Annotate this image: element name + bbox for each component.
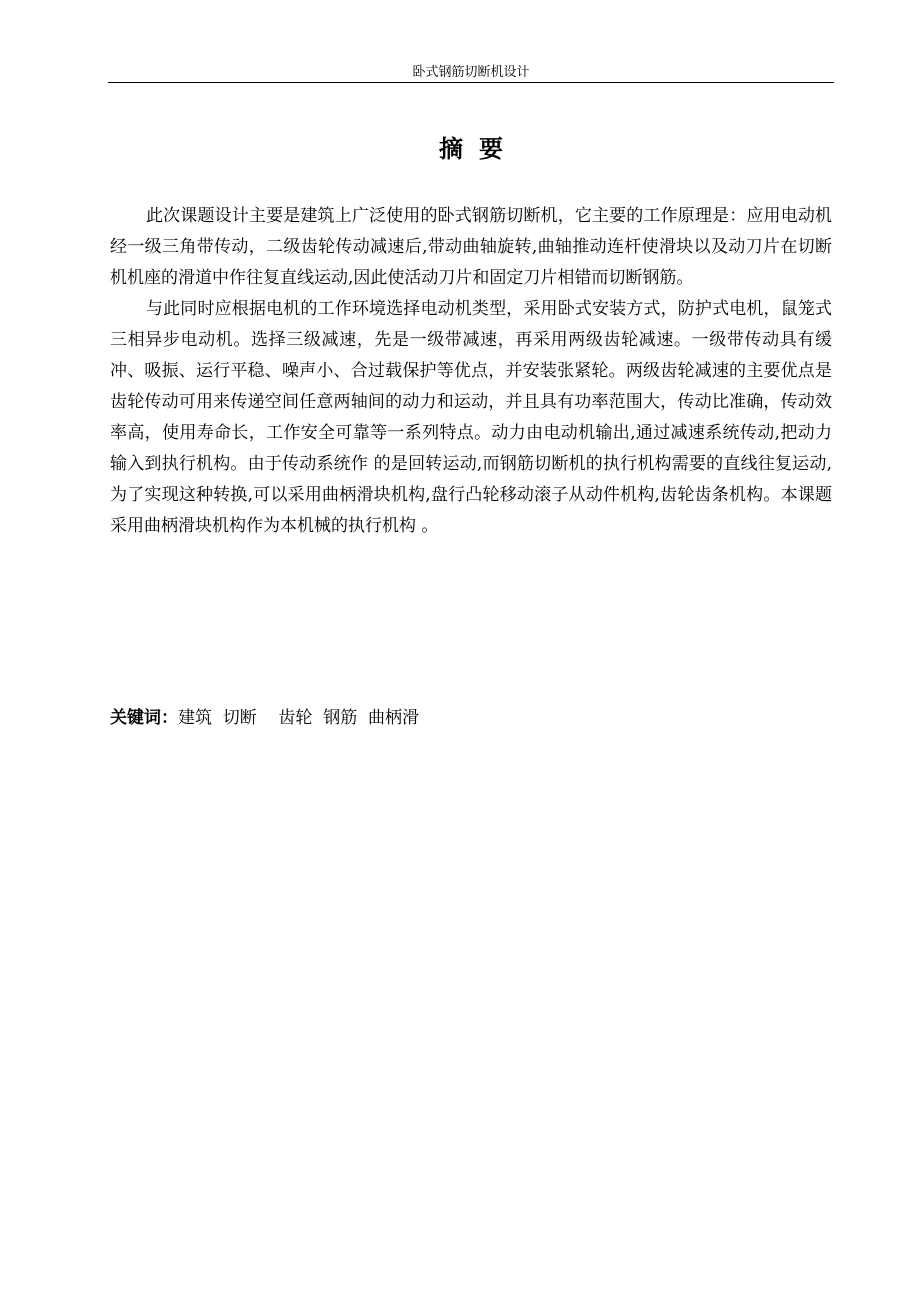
abstract-paragraph-1: 此次课题设计主要是建筑上广泛使用的卧式钢筋切断机，它主要的工作原理是：应用电动机经一级三角带传动，二级齿轮传动减速后,带动曲轴旋转,曲轴推动连杆使滑块以及动刀片在切断机机座的滑道中作往复直线运动,因此使活动刀片和固定刀片相错而切断钢筋。	[110, 206, 832, 288]
keywords-text: 建筑 切断 齿轮 钢筋 曲柄滑	[178, 708, 420, 728]
keywords-label: 关键词：	[110, 708, 178, 728]
keywords-line	[110, 703, 832, 734]
abstract-body	[110, 201, 832, 542]
header-rule	[108, 82, 834, 83]
running-header: 卧式钢筋切断机设计	[412, 65, 530, 80]
abstract-title: 摘要	[439, 134, 519, 163]
abstract-paragraph-2: 与此同时应根据电机的工作环境选择电动机类型，采用卧式安装方式，防护式电机，鼠笼式三相异步电动机。选择三级减速，先是一级带减速，再采用两级齿轮减速。一级带传动具有缓冲、吸振、运行平稳、噪声小、合过载保护等优点，并安装张紧轮。两级齿轮减速的主要优点是齿轮传动可用来传递空间任意两轴间的动力和运动，并且具有功率范围大，传动比准确，传动效率高，使用寿命长，工作安全可靠等一系列特点。动力由电动机输出,通过减速系统传动,把动力输入到执行机构。由于传动系统作 的是回转运动,而钢筋切断机的执行机构需要的直线往复运动,为了实现这种转换,可以采用曲柄滑块机构,盘行凸轮移动滚子从动件机构,齿轮齿条机构。本课题采用曲柄滑块机构作为本机械的执行机构 。	[110, 299, 832, 536]
